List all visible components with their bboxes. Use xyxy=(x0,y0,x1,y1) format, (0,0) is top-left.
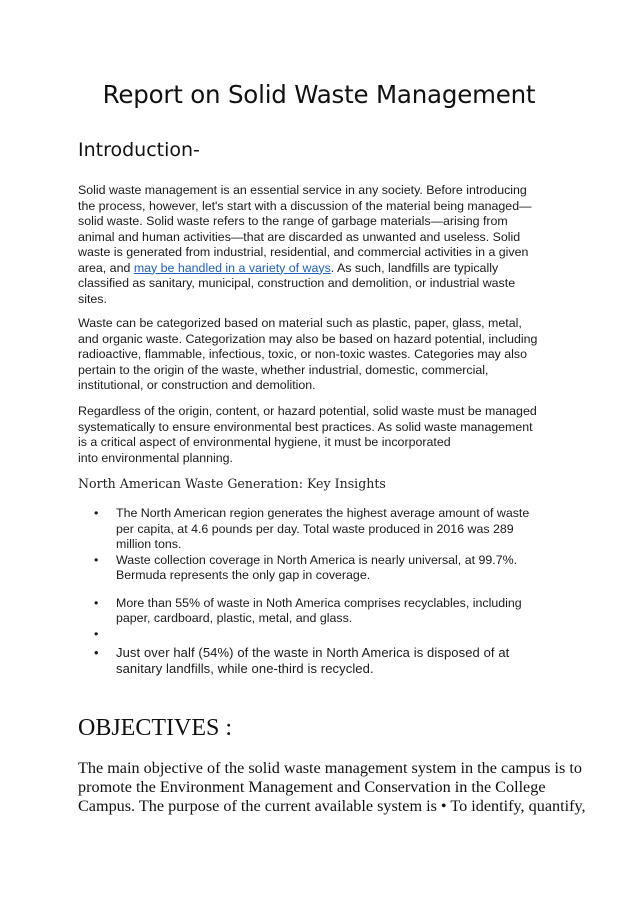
text-span: . As such, landfills are typically xyxy=(330,260,499,275)
text-line: promote the Environment Management and Conservation in the College xyxy=(78,778,546,796)
bullet-icon: • xyxy=(94,595,99,610)
key-insights-list xyxy=(94,506,564,677)
text-line xyxy=(78,261,562,277)
text-line: The North American region generates the highest average amount of waste xyxy=(116,506,530,520)
text-line: solid waste. Solid waste refers to the range of garbage materials—arising from xyxy=(78,214,508,228)
objectives-heading: OBJECTIVES : xyxy=(78,715,233,741)
text-line: Waste can be categorized based on material such as plastic, paper, glass, metal, xyxy=(78,316,522,330)
text-line: waste is generated from industrial, residential, and commercial activities in a given xyxy=(78,245,529,259)
intro-paragraph-1 xyxy=(78,183,562,307)
text-line: pertain to the origin of the waste, whether industrial, domestic, commercial, xyxy=(78,362,489,377)
page-title: Report on Solid Waste Management xyxy=(102,80,536,109)
text-line: per capita, at 4.6 pounds per day. Total waste produced in 2016 was 289 xyxy=(116,521,514,536)
text-line: the process, however, let's start with a discussion of the material being managed— xyxy=(78,198,532,213)
text-line: More than 55% of waste in Noth America comprises recyclables, including xyxy=(116,595,522,610)
text-line: animal and human activities—that are discarded as unwanted and useless. Solid xyxy=(78,229,521,244)
text-line: is a critical aspect of environmental hygiene, it must be incorporated xyxy=(78,435,451,449)
text-line: institutional, or construction and demolition. xyxy=(78,378,316,392)
text-line: Campus. The purpose of the current available system is • To identify, quantify, xyxy=(78,797,586,815)
introduction-heading: Introduction- xyxy=(78,139,200,161)
bullet-icon: • xyxy=(94,552,99,567)
waste-handling-link[interactable]: may be handled in a variety of ways xyxy=(133,260,331,275)
text-line: sanitary landfills, while one-third is recycled. xyxy=(116,660,374,676)
empty-list-item xyxy=(94,627,564,645)
objectives-paragraph xyxy=(78,759,586,816)
text-line: Just over half (54%) of the waste in North America is disposed of at xyxy=(116,644,510,660)
text-line: The main objective of the solid waste management system in the campus is to xyxy=(78,759,582,777)
list-item xyxy=(94,596,564,627)
intro-paragraph-3 xyxy=(78,404,562,466)
text-line: Solid waste management is an essential service in any society. Before introducing xyxy=(78,183,527,197)
text-line: and organic waste. Categorization may also be based on hazard potential, including xyxy=(78,331,538,346)
text-line: radioactive, flammable, infectious, toxic, or non-toxic wastes. Categories may also xyxy=(78,347,528,361)
intro-paragraph-2 xyxy=(78,316,562,394)
text-span: area, and xyxy=(78,260,134,275)
bullet-icon: • xyxy=(94,644,99,660)
bullet-icon: • xyxy=(94,506,99,520)
text-line: into environmental planning. xyxy=(78,450,233,465)
text-line: paper, cardboard, plastic, metal, and glass. xyxy=(116,611,353,625)
text-line: classified as sanitary, municipal, construction and demolition, or industrial waste xyxy=(78,276,516,290)
key-insights-heading: North American Waste Generation: Key Insights xyxy=(78,476,386,491)
text-line: Bermuda represents the only gap in coverage. xyxy=(116,568,371,582)
text-line: systematically to ensure environmental best practices. As solid waste management xyxy=(78,419,533,434)
bullet-icon: • xyxy=(94,626,99,641)
text-line: million tons. xyxy=(116,537,182,551)
text-line: sites. xyxy=(78,291,107,306)
list-item xyxy=(94,645,564,677)
list-item xyxy=(94,553,564,584)
list-item xyxy=(94,506,564,553)
text-line: Waste collection coverage in North America is nearly universal, at 99.7%. xyxy=(116,552,518,567)
text-line: Regardless of the origin, content, or hazard potential, solid waste must be managed xyxy=(78,404,537,418)
